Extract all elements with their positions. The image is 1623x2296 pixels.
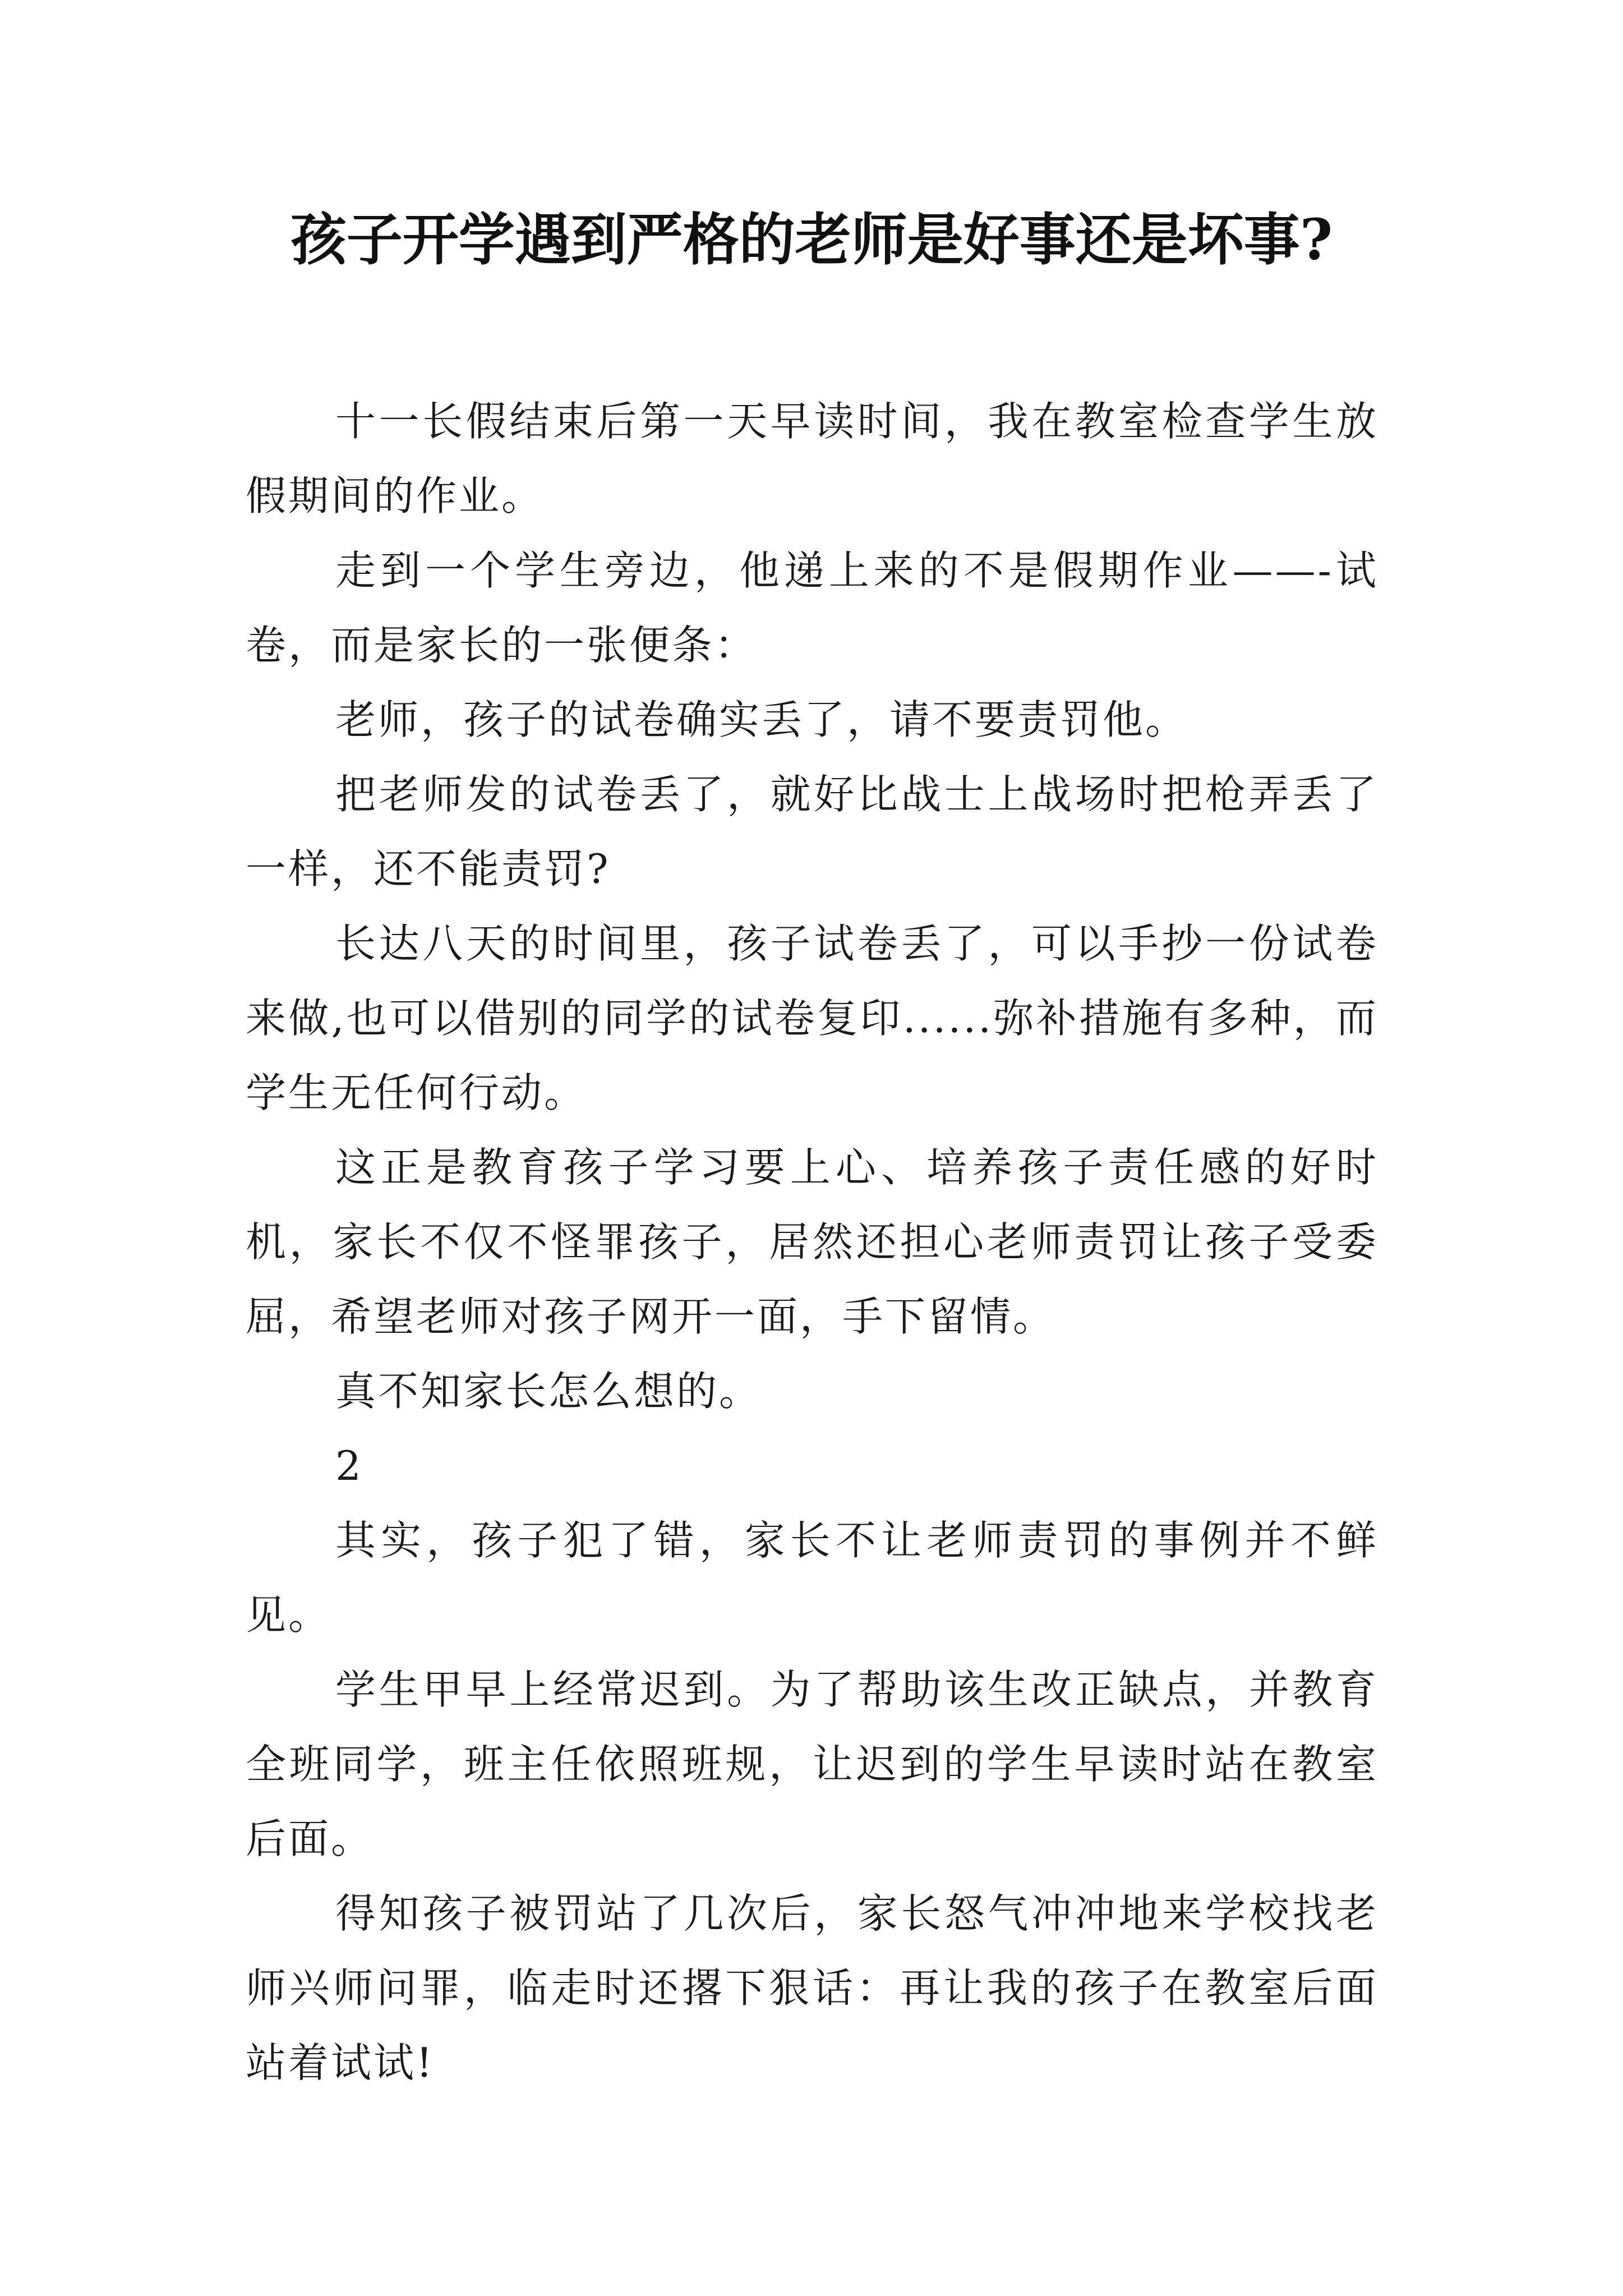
paragraph: 长达八天的时间里，孩子试卷丢了，可以手抄一份试卷来做,也可以借别的同学的试卷复印......弥补措施有多种，而学生无任何行动。 [246,920,1378,1116]
paragraph: 十一长假结束后第一天早读时间，我在教室检查学生放假期间的作业。 [246,398,1378,519]
paragraph: 这正是教育孩子学习要上心、培养孩子责任感的好时机，家长不仅不怪罪孩子，居然还担心老师责罚让孩子受委屈，希望老师对孩子网开一面，手下留情。 [246,1144,1378,1340]
paragraph: 老师，孩子的试卷确实丢了，请不要责罚他。 [335,696,1188,743]
paragraph: 其实，孩子犯了错，家长不让老师责罚的事例并不鲜见。 [246,1517,1378,1639]
document-body [246,384,1378,2100]
document-title: 孩子开学遇到严格的老师是好事还是坏事? [290,206,1333,273]
paragraph: 得知孩子被罚站了几次后，家长怒气冲冲地来学校找老师兴师问罪，临走时还撂下狠话：再让我的孩子在教室后面站着试试! [246,1890,1378,2086]
paragraph: 学生甲早上经常迟到。为了帮助该生改正缺点，并教育全班同学，班主任依照班规，让迟到的学生早读时站在教室后面。 [246,1666,1378,1862]
paragraph: 真不知家长怎么想的。 [335,1368,762,1415]
section-number: 2 [335,1442,363,1489]
paragraph: 把老师发的试卷丢了，就好比战士上战场时把枪弄丢了一样，还不能责罚? [246,771,1378,892]
paragraph: 走到一个学生旁边，他递上来的不是假期作业——-试卷，而是家长的一张便条： [246,547,1378,669]
